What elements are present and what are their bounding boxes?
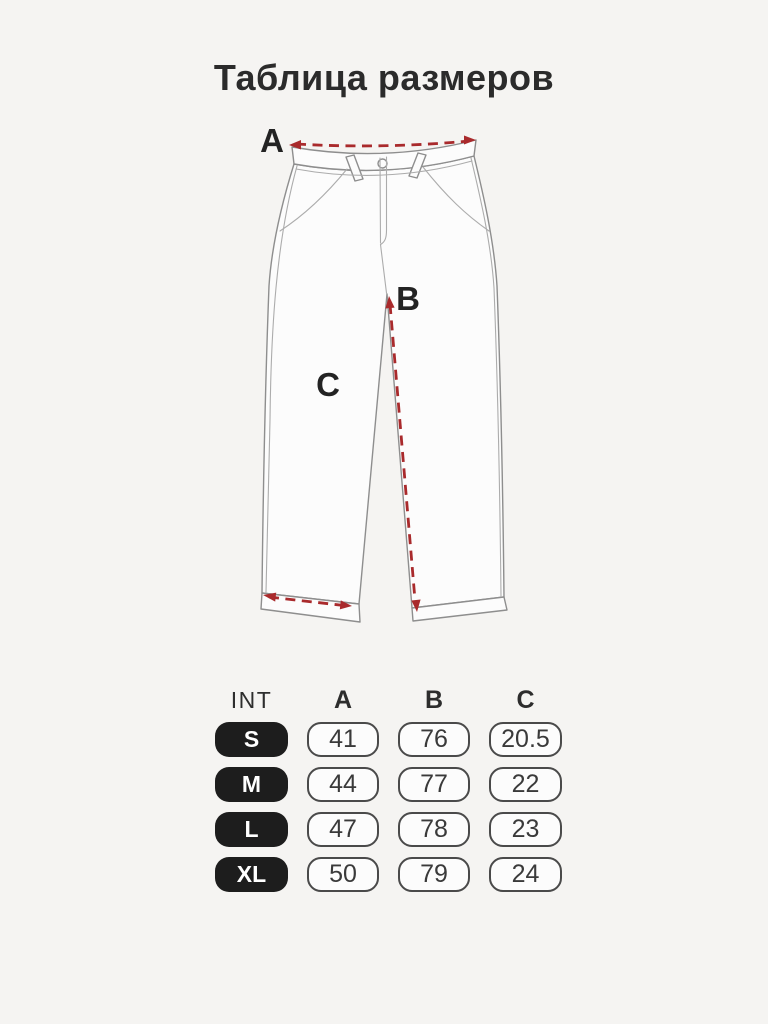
table-row-s — [215, 722, 562, 757]
measure-label-b: B — [396, 280, 420, 317]
value-l-a: 47 — [307, 812, 379, 847]
value-xl-b: 79 — [398, 857, 470, 892]
table-row-xl — [215, 857, 562, 892]
column-header-c: C — [516, 685, 535, 714]
value-l-b: 78 — [398, 812, 470, 847]
column-header-int: INT — [230, 686, 273, 713]
size-pill-m: M — [215, 767, 288, 802]
value-s-c: 20.5 — [489, 722, 562, 757]
measure-label-a: A — [260, 122, 284, 159]
value-xl-c: 24 — [489, 857, 562, 892]
size-pill-xl: XL — [215, 857, 288, 892]
size-pill-s: S — [215, 722, 288, 757]
value-s-b: 76 — [398, 722, 470, 757]
measure-label-c: C — [316, 366, 340, 403]
size-table — [215, 684, 562, 902]
size-table-header — [215, 684, 562, 716]
page-title: Таблица размеров — [213, 57, 555, 98]
value-m-b: 77 — [398, 767, 470, 802]
pants-body — [262, 156, 504, 608]
column-header-b: B — [424, 685, 444, 714]
value-s-a: 41 — [307, 722, 379, 757]
fly-stitch-left — [380, 158, 381, 243]
size-pill-l: L — [215, 812, 288, 847]
table-row-l — [215, 812, 562, 847]
value-l-c: 23 — [489, 812, 562, 847]
measure-a-line — [296, 141, 469, 146]
waist-button — [378, 159, 387, 168]
table-row-m — [215, 767, 562, 802]
value-m-c: 22 — [489, 767, 562, 802]
value-xl-a: 50 — [307, 857, 379, 892]
column-header-a: A — [333, 685, 353, 714]
value-m-a: 44 — [307, 767, 379, 802]
